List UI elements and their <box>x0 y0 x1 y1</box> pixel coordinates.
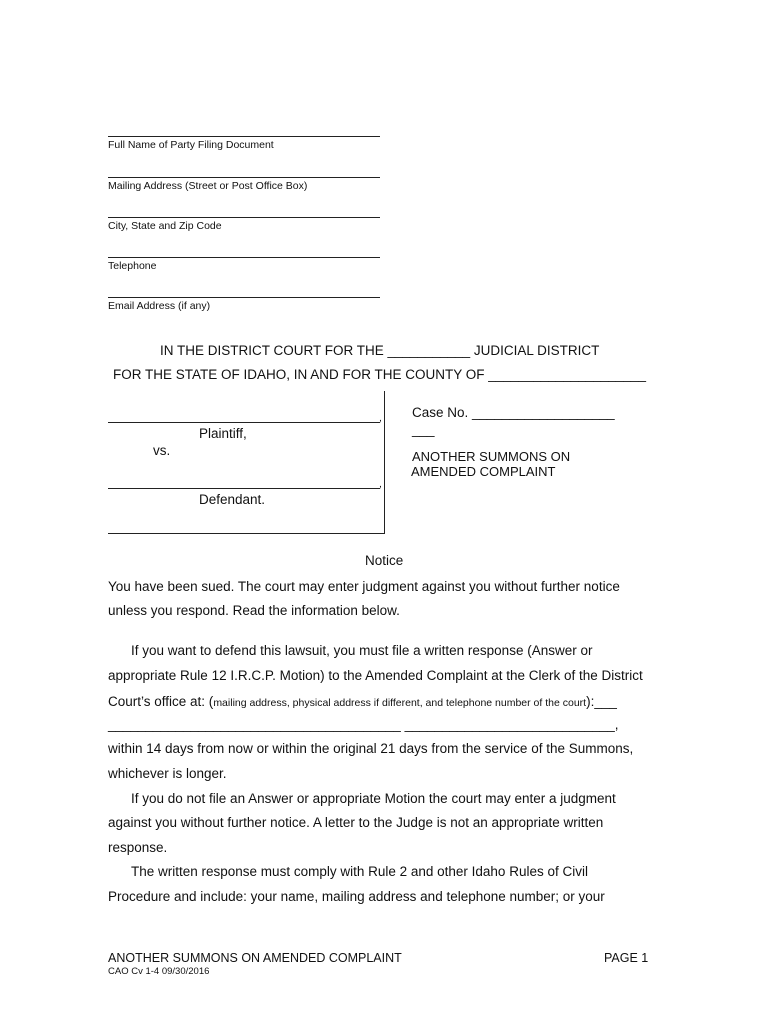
notice-p2-line-5: within 14 days from now or within the original 21 days from the service of the Summons, <box>108 741 634 756</box>
notice-p3-line-2: against you without further notice. A letter to the Judge is not an appropriate written <box>108 815 604 830</box>
full-name-label: Full Name of Party Filing Document <box>108 139 274 151</box>
footer-form-code: CAO Cv 1-4 09/30/2016 <box>108 966 210 977</box>
notice-p2-line-6: whichever is longer. <box>108 766 227 781</box>
email-line <box>108 297 380 298</box>
email-label: Email Address (if any) <box>108 300 211 312</box>
notice-p4-line-2: Procedure and include: your name, mailing address and telephone number; or your <box>108 889 605 904</box>
caption-vertical-divider <box>384 391 385 534</box>
notice-p4-line-1: The written response must comply with Rule 2 and other Idaho Rules of Civil <box>131 864 588 879</box>
notice-p1-line-1: You have been sued. The court may enter judgment against you without further notice <box>108 579 620 594</box>
mailing-address-label: Mailing Address (Street or Post Office Box) <box>108 180 308 192</box>
defendant-label: Defendant. <box>199 492 266 507</box>
city-state-zip-line <box>108 217 380 218</box>
plaintiff-label: Plaintiff, <box>199 426 247 441</box>
clerk-office-blank: ):___ <box>586 694 617 709</box>
court-address-blank-line: _______________________________________ ____________________________, <box>108 717 619 732</box>
court-header-line-2: FOR THE STATE OF IDAHO, IN AND FOR THE COUNTY OF _____________________ <box>113 367 646 382</box>
footer-page-number: PAGE 1 <box>604 951 649 965</box>
case-number-continuation: ___ <box>412 422 435 437</box>
telephone-line <box>108 257 380 258</box>
notice-p3-line-1: If you do not file an Answer or appropriate Motion the court may enter a judgment <box>131 791 616 806</box>
court-address-instruction: mailing address, physical address if different, and telephone number of the court <box>213 697 587 709</box>
city-state-zip-label: City, State and Zip Code <box>108 220 222 232</box>
caption-bottom-line <box>108 533 385 534</box>
notice-p2-line-1: If you want to defend this lawsuit, you must file a written response (Answer or <box>131 643 593 658</box>
court-header-line-1: IN THE DISTRICT COURT FOR THE ___________ JUDICIAL DISTRICT <box>160 343 600 358</box>
mailing-address-line <box>108 177 380 178</box>
document-title-line-2: AMENDED COMPLAINT <box>411 464 556 479</box>
notice-heading: Notice <box>365 553 404 568</box>
defendant-comma: , <box>379 478 382 490</box>
notice-p2-line-3 <box>108 693 617 711</box>
document-title-line-1: ANOTHER SUMMONS ON <box>412 449 571 464</box>
defendant-name-line <box>108 488 380 489</box>
notice-p1-line-2: unless you respond. Read the information below. <box>108 603 400 618</box>
versus-label: vs. <box>153 443 171 458</box>
clerk-office-text: Court’s office at: ( <box>108 694 214 709</box>
plaintiff-comma: , <box>379 412 382 424</box>
footer-title: ANOTHER SUMMONS ON AMENDED COMPLAINT <box>108 951 402 965</box>
notice-p3-line-3: response. <box>108 840 168 855</box>
full-name-line <box>108 136 380 137</box>
case-number: Case No. ___________________ <box>412 405 615 420</box>
telephone-label: Telephone <box>108 260 157 272</box>
notice-p2-line-2: appropriate Rule 12 I.R.C.P. Motion) to the Amended Complaint at the Clerk of the District <box>108 668 643 683</box>
plaintiff-name-line <box>108 422 380 423</box>
